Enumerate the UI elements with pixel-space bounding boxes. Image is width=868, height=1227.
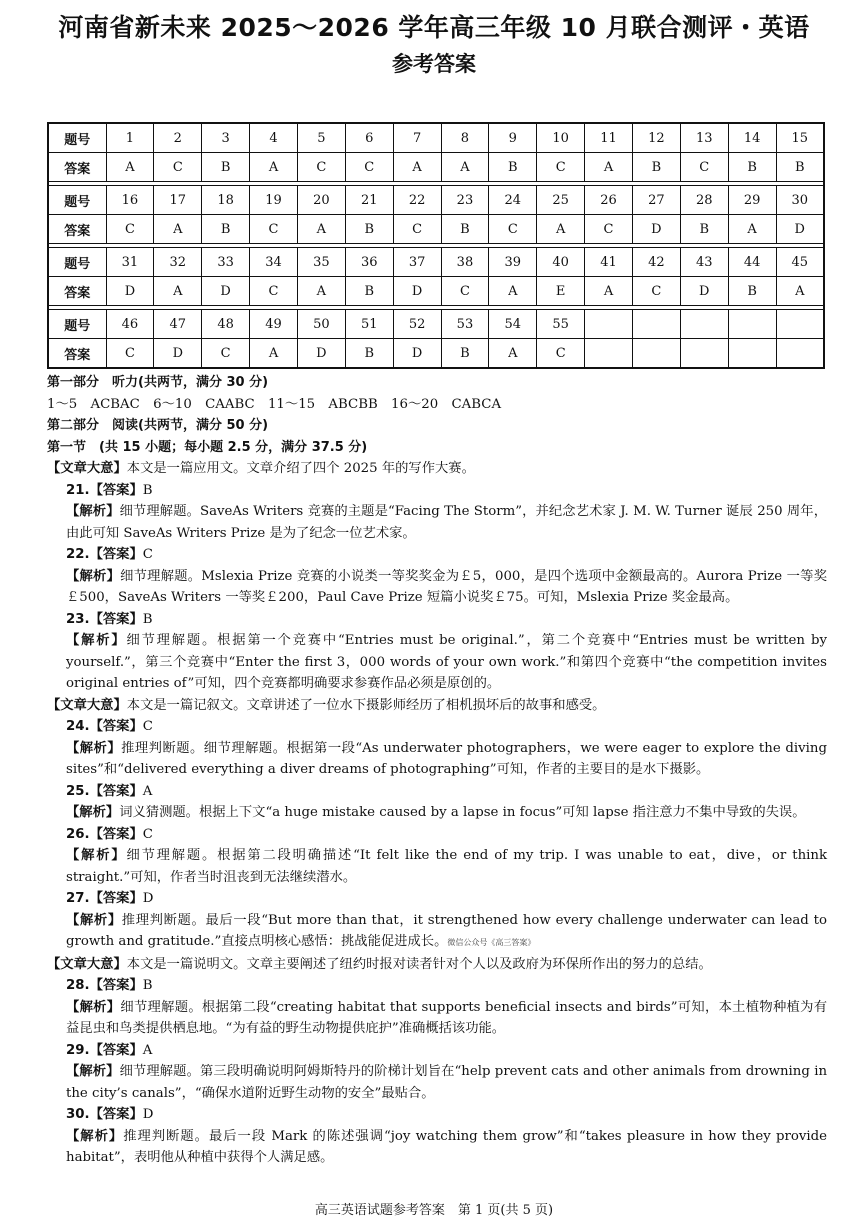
answer-cell: [776, 339, 824, 369]
question-number: 1: [106, 123, 154, 153]
question-number: 28: [680, 186, 728, 215]
answer-row: [48, 215, 824, 244]
question-number: [728, 310, 776, 339]
answer-cell: [728, 339, 776, 369]
answer-letter: B: [142, 978, 153, 993]
answer-label: 答案: [48, 153, 106, 182]
question-number: 21.: [66, 482, 90, 498]
question-number: 30.: [66, 1107, 90, 1122]
watermark-text: 微信公众号《高三答案》: [447, 938, 536, 947]
analysis-label: 【解析】: [66, 504, 120, 519]
answer-label: 答案: [48, 277, 106, 306]
part1-answers: 1～5 ACBAC 6～10 CAABC 11～15 ABCBB 16～20 CABCA: [47, 396, 502, 412]
analysis-label: 【解析】: [66, 633, 127, 648]
answer-label: 【答案】: [89, 826, 143, 842]
question-number: 53: [441, 310, 489, 339]
answer-cell: A: [585, 277, 633, 306]
question-number: 48: [202, 310, 250, 339]
question-number: 36: [345, 248, 393, 277]
question-answer: [47, 716, 827, 738]
question-answer: [47, 544, 827, 566]
question-number: 28.: [66, 978, 90, 993]
question-number: 17: [154, 186, 202, 215]
question-number: 4: [250, 123, 298, 153]
summary-label: 【文章大意】: [47, 697, 127, 713]
answer-cell: A: [154, 277, 202, 306]
answer-cell: D: [297, 339, 345, 369]
question-number: 55: [537, 310, 585, 339]
question-number: 41: [585, 248, 633, 277]
answer-cell: C: [106, 215, 154, 244]
summary-text: 本文是一篇说明文。文章主要阐述了纽约时报对读者针对个人以及政府为环保所作出的努力的总结。: [126, 956, 712, 972]
question-number: 43: [680, 248, 728, 277]
page-footer: 高三英语试题参考答案 第 1 页(共 5 页): [314, 1203, 554, 1218]
question-answer: [47, 824, 827, 846]
answer-cell: A: [537, 215, 585, 244]
answer-letter: C: [142, 826, 153, 842]
question-number: 26.: [66, 826, 90, 842]
answer-cell: A: [393, 153, 441, 182]
answer-cell: C: [585, 215, 633, 244]
question-analysis: [47, 566, 827, 609]
answer-letter: A: [142, 1042, 153, 1058]
answer-letter: B: [142, 482, 153, 498]
question-number: 35: [297, 248, 345, 277]
answer-cell: D: [776, 215, 824, 244]
answer-label: 【答案】: [89, 719, 143, 734]
answer-cell: A: [728, 215, 776, 244]
question-number: 19: [250, 186, 298, 215]
answer-letter: C: [142, 547, 153, 562]
question-number: 37: [393, 248, 441, 277]
passage-summary: [47, 695, 827, 717]
part1-heading: 第一部分 听力(共两节，满分 30 分): [47, 375, 269, 390]
answer-row: [48, 277, 824, 306]
answer-label: 【答案】: [89, 547, 143, 562]
question-number: 21: [345, 186, 393, 215]
answer-letter: D: [142, 891, 154, 906]
question-number: [680, 310, 728, 339]
answer-cell: C: [250, 277, 298, 306]
question-number: 49: [250, 310, 298, 339]
answer-cell: B: [202, 215, 250, 244]
analysis-text: 细节理解题。第三段明确说明阿姆斯特丹的阶梯计划旨在“help prevent cats and other animals from drowning in the city’s canals”，“确保水道附近野生动物的安全”最贴合。: [66, 1064, 828, 1101]
question-number: 9: [489, 123, 537, 153]
question-number: 50: [297, 310, 345, 339]
question-number: 8: [441, 123, 489, 153]
question-number-row: [48, 123, 824, 153]
question-number: 23: [441, 186, 489, 215]
analysis-text: 细节理解题。根据第二段明确描述“It felt like the end of my trip. I was unable to eat，dive，or think straight.”可知，作者当时沮丧到无法继续潜水。: [66, 848, 828, 885]
answer-cell: A: [106, 153, 154, 182]
answer-cell: A: [250, 153, 298, 182]
answer-cell: C: [537, 153, 585, 182]
question-number: 45: [776, 248, 824, 277]
question-number: 52: [393, 310, 441, 339]
answer-label: 【答案】: [89, 611, 143, 627]
question-number: 31: [106, 248, 154, 277]
answer-cell: D: [680, 277, 728, 306]
question-analysis: [47, 845, 827, 888]
answer-cell: A: [297, 215, 345, 244]
analysis-text: 推理判断题。最后一段 Mark 的陈述强调“joy watching them grow”和“takes pleasure in how they provide habitat”，表明他从种植中获得个人满足感。: [66, 1128, 827, 1165]
question-number: [776, 310, 824, 339]
answer-cell: D: [632, 215, 680, 244]
answer-cell: [585, 339, 633, 369]
answer-cell: C: [632, 277, 680, 306]
answer-letter: A: [142, 783, 153, 799]
analysis-text: 词义猜测题。根据上下文“a huge mistake caused by a lapse in focus”可知 lapse 指注意力不集中导致的失误。: [119, 805, 806, 820]
question-label: 题号: [48, 248, 106, 277]
question-number: 12: [632, 123, 680, 153]
question-number: 33: [202, 248, 250, 277]
question-answer: [47, 975, 827, 997]
question-number: 51: [345, 310, 393, 339]
analysis-label: 【解析】: [66, 999, 121, 1015]
answer-table: [47, 122, 825, 369]
passages: [47, 458, 827, 1169]
answer-cell: A: [297, 277, 345, 306]
question-number-row: [48, 186, 824, 215]
question-number: 24: [489, 186, 537, 215]
question-analysis: [47, 997, 827, 1040]
analysis-text: 细节理解题。根据第二段“creating habitat that supports beneficial insects and birds”可知，本土植物种植为有益昆虫和鸟类提供栖息地。“为有益的野生动物提供庇护”准确概括该功能。: [66, 999, 828, 1036]
analysis-label: 【解析】: [66, 740, 122, 756]
answer-cell: D: [202, 277, 250, 306]
question-answer: [47, 888, 827, 910]
answer-cell: B: [345, 215, 393, 244]
question-answer: [47, 480, 827, 502]
question-label: 题号: [48, 310, 106, 339]
analysis-label: 【解析】: [66, 848, 127, 863]
question-number: 40: [537, 248, 585, 277]
question-analysis: [47, 910, 827, 954]
part2-heading: 第二部分 阅读(共两节，满分 50 分): [47, 418, 269, 433]
answer-cell: C: [680, 153, 728, 182]
question-answer: [47, 1104, 827, 1126]
answer-cell: C: [250, 215, 298, 244]
answer-cell: [680, 339, 728, 369]
answer-cell: A: [250, 339, 298, 369]
question-number: 24.: [66, 719, 90, 734]
answer-letter: B: [142, 611, 153, 627]
answer-row: [48, 153, 824, 182]
answer-label: 【答案】: [89, 783, 143, 799]
answer-cell: C: [345, 153, 393, 182]
question-analysis: [47, 1061, 827, 1104]
answer-cell: C: [393, 215, 441, 244]
passage-summary: [47, 458, 827, 480]
question-number: 27: [632, 186, 680, 215]
answer-cell: A: [489, 277, 537, 306]
summary-label: 【文章大意】: [47, 956, 127, 972]
analysis-label: 【解析】: [66, 1128, 124, 1144]
answer-cell: A: [489, 339, 537, 369]
answer-label: 【答案】: [89, 891, 143, 906]
analysis-label: 【解析】: [66, 568, 121, 584]
page-title: 河南省新未来 2025～2026 学年高三年级 10 月联合测评・英语: [58, 13, 810, 42]
answer-cell: B: [728, 277, 776, 306]
question-label: 题号: [48, 123, 106, 153]
question-number-row: [48, 248, 824, 277]
question-number: 27.: [66, 891, 90, 906]
analysis-text: 细节理解题。Mslexia Prize 竞赛的小说类一等奖奖金为￡5，000，是四个选项中金额最高的。Aurora Prize 一等奖￡500，SaveAs Writers 一等奖￡200，Paul Cave Prize 短篇小说奖￡75。可知，Mslexia Prize 奖金最高。: [66, 568, 827, 605]
answer-cell: B: [776, 153, 824, 182]
analysis-text: 推理判断题。最后一段“But more than that，it strengthened how every challenge underwater can lead to growth and gratitude.”直接点明核心感悟：挑战能促进成长。: [66, 912, 828, 949]
answer-cell: B: [441, 339, 489, 369]
question-number: 14: [728, 123, 776, 153]
question-number: 23.: [66, 611, 90, 627]
question-number: 34: [250, 248, 298, 277]
question-number: 25: [537, 186, 585, 215]
answer-cell: B: [680, 215, 728, 244]
question-answer: [47, 1040, 827, 1062]
answer-cell: C: [154, 153, 202, 182]
answer-cell: D: [393, 277, 441, 306]
question-analysis: [47, 1126, 827, 1169]
question-number: 44: [728, 248, 776, 277]
question-analysis: [47, 501, 827, 544]
answer-label: 【答案】: [89, 482, 143, 498]
answer-cell: B: [202, 153, 250, 182]
question-number: 38: [441, 248, 489, 277]
question-analysis: [47, 738, 827, 781]
question-number: 39: [489, 248, 537, 277]
answer-label: 【答案】: [89, 1107, 143, 1122]
question-label: 题号: [48, 186, 106, 215]
answer-cell: D: [106, 277, 154, 306]
answer-cell: D: [154, 339, 202, 369]
summary-label: 【文章大意】: [47, 461, 127, 476]
answer-explanations: [47, 372, 827, 1169]
question-number: 5: [297, 123, 345, 153]
question-number: 30: [776, 186, 824, 215]
answer-letter: C: [142, 719, 153, 734]
answer-label: 【答案】: [89, 978, 143, 993]
answer-cell: B: [632, 153, 680, 182]
answer-row: [48, 339, 824, 369]
analysis-label: 【解析】: [66, 1064, 120, 1079]
answer-cell: C: [106, 339, 154, 369]
answer-cell: A: [154, 215, 202, 244]
question-number: 29.: [66, 1042, 90, 1058]
answer-cell: C: [441, 277, 489, 306]
answer-cell: C: [489, 215, 537, 244]
question-number: 22.: [66, 547, 90, 562]
answer-label: 【答案】: [89, 1042, 143, 1058]
answer-cell: C: [202, 339, 250, 369]
question-number: 54: [489, 310, 537, 339]
answer-letter: D: [142, 1107, 154, 1122]
question-number: 20: [297, 186, 345, 215]
answer-cell: B: [728, 153, 776, 182]
question-number: 2: [154, 123, 202, 153]
analysis-label: 【解析】: [66, 912, 122, 928]
question-number: [632, 310, 680, 339]
analysis-text: 细节理解题。根据第一个竞赛中“Entries must be original.”，第二个竞赛中“Entries must be written by yourself.”，第三个竞赛中“Enter the first 3，000 words of your own work.”和第四个竞赛中“the competition invites original entries of”可知，四个竞赛都明确要求参赛作品必须是原创的。: [66, 633, 827, 691]
answer-cell: B: [345, 277, 393, 306]
analysis-text: 推理判断题。细节理解题。根据第一段“As underwater photographers，we were eager to explore the diving sites”和“delivered everything a diver dreams of photographing”可知，作者的主要目的是水下摄影。: [66, 740, 828, 777]
section1-heading: 第一节 (共 15 小题；每小题 2.5 分，满分 37.5 分): [47, 439, 368, 455]
question-analysis: [47, 802, 827, 824]
question-number: 16: [106, 186, 154, 215]
question-number: 47: [154, 310, 202, 339]
answer-label: 答案: [48, 339, 106, 369]
answer-cell: A: [441, 153, 489, 182]
answer-cell: C: [537, 339, 585, 369]
question-number: 11: [585, 123, 633, 153]
answer-label: 答案: [48, 215, 106, 244]
question-number: 13: [680, 123, 728, 153]
question-analysis: [47, 630, 827, 695]
question-number: 15: [776, 123, 824, 153]
question-number: 29: [728, 186, 776, 215]
question-answer: [47, 609, 827, 631]
question-number: 26: [585, 186, 633, 215]
analysis-label: 【解析】: [66, 805, 120, 820]
summary-text: 本文是一篇记叙文。文章讲述了一位水下摄影师经历了相机损坏后的故事和感受。: [126, 697, 606, 713]
answer-cell: E: [537, 277, 585, 306]
question-number-row: [48, 310, 824, 339]
question-number: 42: [632, 248, 680, 277]
question-number: 22: [393, 186, 441, 215]
question-number: [585, 310, 633, 339]
question-number: 32: [154, 248, 202, 277]
page-subtitle: 参考答案: [392, 52, 476, 76]
question-answer: [47, 781, 827, 803]
question-number: 3: [202, 123, 250, 153]
answer-cell: B: [441, 215, 489, 244]
question-number: 10: [537, 123, 585, 153]
answer-cell: B: [489, 153, 537, 182]
question-number: 6: [345, 123, 393, 153]
answer-cell: B: [345, 339, 393, 369]
answer-cell: A: [776, 277, 824, 306]
answer-cell: [632, 339, 680, 369]
question-number: 7: [393, 123, 441, 153]
question-number: 46: [106, 310, 154, 339]
question-number: 18: [202, 186, 250, 215]
question-number: 25.: [66, 783, 90, 799]
analysis-text: 细节理解题。SaveAs Writers 竞赛的主题是“Facing The Storm”，并纪念艺术家 J. M. W. Turner 诞辰 250 周年，由此可知 SaveAs Writers Prize 是为了纪念一位艺术家。: [66, 504, 827, 541]
passage-summary: [47, 954, 827, 976]
answer-cell: D: [393, 339, 441, 369]
answer-cell: C: [297, 153, 345, 182]
summary-text: 本文是一篇应用文。文章介绍了四个 2025 年的写作大赛。: [126, 461, 475, 476]
answer-cell: A: [585, 153, 633, 182]
